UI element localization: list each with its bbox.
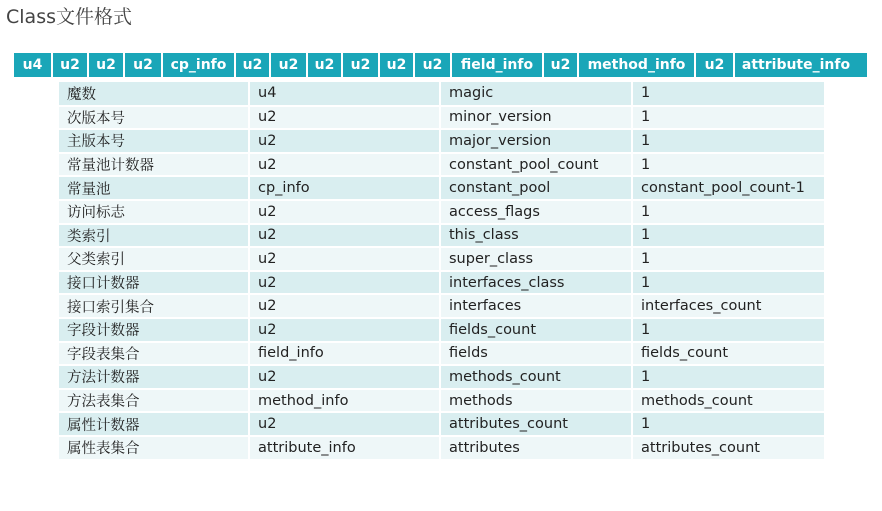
field-type-cell: u2 xyxy=(249,224,440,248)
header-cell: cp_info xyxy=(163,53,236,77)
field-name-cell: minor_version xyxy=(440,106,632,130)
field-count-cell: 1 xyxy=(632,82,824,106)
field-type-cell: u2 xyxy=(249,365,440,389)
field-type-cell: method_info xyxy=(249,389,440,413)
table-row xyxy=(59,436,824,460)
field-type-cell: u2 xyxy=(249,106,440,130)
field-name-cell: interfaces_class xyxy=(440,271,632,295)
table-row xyxy=(59,318,824,342)
field-name-cell: access_flags xyxy=(440,200,632,224)
header-cell: u2 xyxy=(271,53,308,77)
table-row xyxy=(59,271,824,295)
header-cell: u4 xyxy=(14,53,53,77)
field-name-cell: constant_pool_count xyxy=(440,153,632,177)
table-row xyxy=(59,342,824,366)
table-row xyxy=(59,200,824,224)
field-desc-cell: 常量池计数器 xyxy=(59,153,249,177)
field-count-cell: 1 xyxy=(632,129,824,153)
field-desc-cell: 字段表集合 xyxy=(59,342,249,366)
field-type-cell: field_info xyxy=(249,342,440,366)
header-cell: u2 xyxy=(236,53,271,77)
field-desc-cell: 接口计数器 xyxy=(59,271,249,295)
field-type-cell: attribute_info xyxy=(249,436,440,460)
header-cell: u2 xyxy=(53,53,89,77)
header-cell: u2 xyxy=(696,53,735,77)
field-type-cell: u2 xyxy=(249,318,440,342)
field-name-cell: magic xyxy=(440,82,632,106)
field-type-cell: u2 xyxy=(249,200,440,224)
table-row xyxy=(59,176,824,200)
field-type-cell: u4 xyxy=(249,82,440,106)
header-cell: u2 xyxy=(380,53,415,77)
field-count-cell: 1 xyxy=(632,318,824,342)
table-row xyxy=(59,365,824,389)
field-desc-cell: 属性计数器 xyxy=(59,412,249,436)
field-count-cell: fields_count xyxy=(632,342,824,366)
field-name-cell: methods xyxy=(440,389,632,413)
field-count-cell: 1 xyxy=(632,247,824,271)
field-name-cell: major_version xyxy=(440,129,632,153)
table-row xyxy=(59,129,824,153)
table-row xyxy=(59,82,824,106)
field-desc-cell: 方法表集合 xyxy=(59,389,249,413)
field-type-cell: u2 xyxy=(249,247,440,271)
field-name-cell: this_class xyxy=(440,224,632,248)
field-name-cell: attributes xyxy=(440,436,632,460)
field-name-cell: attributes_count xyxy=(440,412,632,436)
table-row xyxy=(59,224,824,248)
field-desc-cell: 方法计数器 xyxy=(59,365,249,389)
field-desc-cell: 父类索引 xyxy=(59,247,249,271)
field-desc-cell: 字段计数器 xyxy=(59,318,249,342)
field-desc-cell: 次版本号 xyxy=(59,106,249,130)
field-name-cell: constant_pool xyxy=(440,176,632,200)
field-desc-cell: 属性表集合 xyxy=(59,436,249,460)
field-count-cell: constant_pool_count-1 xyxy=(632,176,824,200)
field-name-cell: interfaces xyxy=(440,294,632,318)
class-structure-bar xyxy=(14,53,867,77)
field-type-cell: u2 xyxy=(249,412,440,436)
field-type-cell: u2 xyxy=(249,294,440,318)
field-count-cell: 1 xyxy=(632,412,824,436)
field-desc-cell: 常量池 xyxy=(59,176,249,200)
header-cell: method_info xyxy=(579,53,696,77)
field-count-cell: 1 xyxy=(632,106,824,130)
field-count-cell: 1 xyxy=(632,153,824,177)
header-cell: u2 xyxy=(125,53,163,77)
field-name-cell: methods_count xyxy=(440,365,632,389)
table-row xyxy=(59,412,824,436)
table-row xyxy=(59,106,824,130)
field-type-cell: u2 xyxy=(249,153,440,177)
field-count-cell: methods_count xyxy=(632,389,824,413)
field-count-cell: 1 xyxy=(632,200,824,224)
header-cell: attribute_info xyxy=(741,57,851,73)
field-count-cell: 1 xyxy=(632,271,824,295)
field-desc-cell: 魔数 xyxy=(59,82,249,106)
field-type-cell: cp_info xyxy=(249,176,440,200)
field-count-cell: interfaces_count xyxy=(632,294,824,318)
table-row xyxy=(59,389,824,413)
header-cell: u2 xyxy=(89,53,125,77)
field-name-cell: super_class xyxy=(440,247,632,271)
field-count-cell: 1 xyxy=(632,224,824,248)
field-desc-cell: 访问标志 xyxy=(59,200,249,224)
field-count-cell: 1 xyxy=(632,365,824,389)
table-row xyxy=(59,247,824,271)
header-cell: field_info xyxy=(452,53,544,77)
class-format-table xyxy=(59,82,824,461)
header-cell: u2 xyxy=(415,53,452,77)
field-type-cell: u2 xyxy=(249,271,440,295)
header-cell: u2 xyxy=(308,53,343,77)
field-name-cell: fields_count xyxy=(440,318,632,342)
table-row xyxy=(59,294,824,318)
field-desc-cell: 接口索引集合 xyxy=(59,294,249,318)
table-row xyxy=(59,153,824,177)
header-cell: u2 xyxy=(343,53,380,77)
field-desc-cell: 主版本号 xyxy=(59,129,249,153)
field-type-cell: u2 xyxy=(249,129,440,153)
page-title: Class文件格式 xyxy=(6,6,132,28)
field-name-cell: fields xyxy=(440,342,632,366)
header-cell: u2 xyxy=(544,53,579,77)
field-desc-cell: 类索引 xyxy=(59,224,249,248)
field-count-cell: attributes_count xyxy=(632,436,824,460)
